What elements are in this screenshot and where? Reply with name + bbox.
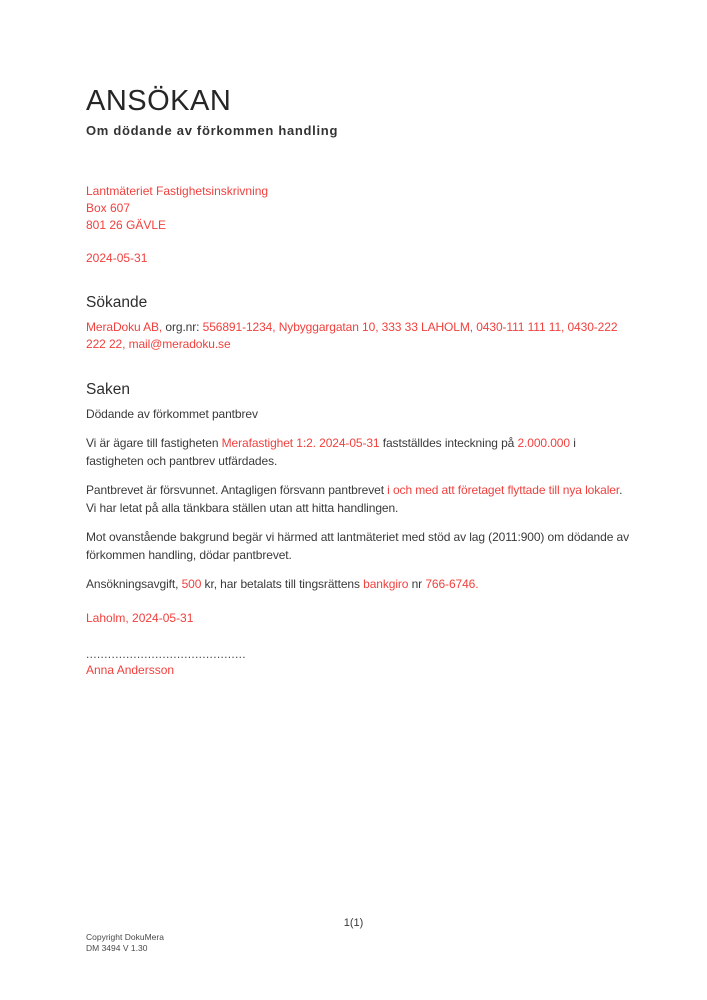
document-version: DM 3494 V 1.30 [86, 943, 148, 953]
static-text: Ansökningsavgift, [86, 577, 182, 592]
static-text: kr, har betalats till tingsrättens [201, 577, 364, 592]
editable-field-text: bankgiro [363, 577, 409, 592]
editable-field-text: 766-6746. [425, 577, 479, 592]
place-and-date: Laholm, 2024-05-31 [86, 610, 194, 625]
editable-field-text: MeraDoku AB, [86, 319, 166, 334]
recipient-address-line-1: Lantmäteriet Fastighetsinskrivning [86, 183, 269, 198]
editable-field-text: Merafastighet 1:2. 2024-05-31 [221, 436, 380, 451]
signature-name: Anna Andersson [86, 663, 175, 678]
static-text: fastställdes inteckning på [379, 436, 518, 451]
static-text: Mot ovanstående bakgrund begär vi härmed att lantmäteriet med stöd av lag (2011:900) om dödande av förkommen handling, dödar pantbrevet. [86, 530, 629, 562]
document-title: ANSÖKAN [86, 85, 232, 117]
paragraph-request [86, 529, 629, 564]
static-text: org.nr: [165, 319, 203, 334]
paragraph-lost-document [86, 482, 629, 517]
recipient-address-line-3: 801 26 GÄVLE [86, 217, 167, 232]
copyright-text: Copyright DokuMera [86, 932, 164, 942]
recipient-address [86, 183, 629, 234]
static-text: Pantbrevet är försvunnet. Antagligen försvann pantbrevet [86, 483, 388, 498]
signature-line: ............................................ [86, 647, 246, 662]
editable-field-text: 2.000.000 [517, 436, 570, 451]
static-text: . Vi har letat på alla tänkbara ställen utan att hitta handlingen. [86, 483, 623, 515]
recipient-address-line-2: Box 607 [86, 200, 131, 215]
document-date: 2024-05-31 [86, 250, 148, 265]
static-text: i fastigheten och pantbrev utfärdades. [86, 436, 576, 468]
paragraph-ownership [86, 435, 629, 470]
static-text: nr [408, 577, 426, 592]
editable-field-text: i och med att företaget flyttade till nya lokaler [387, 483, 620, 498]
editable-field-text: 556891-1234, Nybyggargatan 10, 333 33 LAHOLM, 0430-111 111 11, 0430-222 222 22, mail@meradoku.se [86, 319, 618, 352]
matter-subject: Dödande av förkommet pantbrev [86, 406, 258, 421]
applicant-details [86, 319, 629, 354]
section-heading-matter: Saken [86, 380, 130, 398]
document-subtitle: Om dödande av förkommen handling [86, 122, 339, 138]
paragraph-fee [86, 576, 629, 594]
editable-field-text: 500 [181, 577, 202, 592]
footer-copyright [86, 932, 164, 954]
page-number: 1(1) [343, 917, 364, 929]
section-heading-applicant: Sökande [86, 293, 148, 311]
static-text: Vi är ägare till fastigheten [86, 436, 222, 451]
